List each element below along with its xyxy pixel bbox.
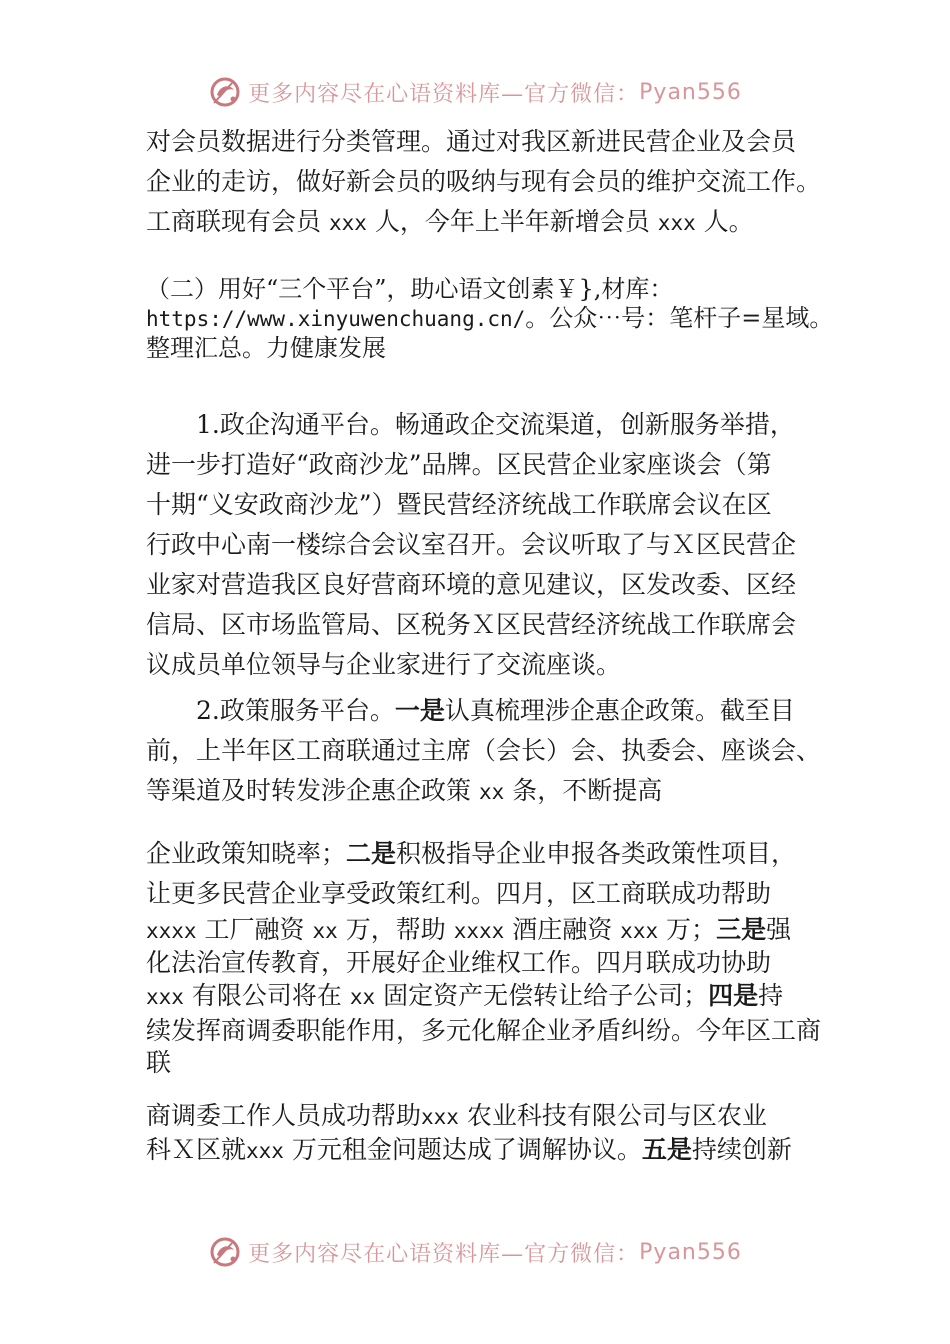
- banner-wechat-id: Pyan556: [639, 79, 742, 105]
- text-run: 有限公司将在: [183, 981, 350, 1010]
- paragraph-line: [146, 914, 816, 947]
- placeholder-count: xxx: [328, 211, 367, 235]
- paragraph-line: 业家对营造我区良好营商环境的意见建议，区发改委、区经: [146, 570, 797, 599]
- text-run: 条，不断提高: [504, 776, 663, 805]
- bold-ordinal: 二是: [346, 839, 397, 868]
- text-run: 强: [766, 915, 792, 944]
- placeholder-count: xxx: [421, 1105, 459, 1129]
- text-run: 企业政策知晓率；: [146, 839, 347, 868]
- paragraph-line: 联: [146, 1048, 172, 1077]
- placeholder-count: xxx: [246, 1139, 284, 1163]
- text-run: 万元租金问题达成了调解协议。: [283, 1135, 642, 1164]
- document-body: [146, 122, 834, 1168]
- text-run: 人，今年上半年新增会员: [366, 207, 658, 236]
- text-run: 科Ｘ区就: [146, 1135, 247, 1164]
- paragraph-line: [146, 834, 816, 874]
- banner-wechat-id: Pyan556: [639, 1239, 742, 1265]
- paragraph-line: 1.政企沟通平台。畅通政企交流渠道，创新服务举措，: [196, 410, 795, 439]
- paragraph-line: 化法治宣传教育，开展好企业维权工作。四月联成功协助: [146, 948, 772, 977]
- text-run: 固定资产无偿转让给子公司；: [375, 981, 709, 1010]
- text-run: 万；: [658, 915, 717, 944]
- paragraph-line: 议成员单位领导与企业家进行了交流座谈。: [146, 650, 622, 679]
- paragraph-line: 企业的走访，做好新会员的吸纳与现有会员的维护交流工作。: [146, 167, 822, 196]
- bold-ordinal: 四是: [708, 981, 759, 1010]
- text-run: 持: [758, 981, 784, 1010]
- heart-pen-logo-icon: [208, 1235, 242, 1269]
- placeholder-count: xx: [312, 919, 338, 943]
- paragraph-line: [146, 202, 816, 243]
- heart-pen-logo-icon: [208, 75, 242, 109]
- paragraph-line: [146, 304, 834, 334]
- text-run: 持续创新: [691, 1135, 792, 1164]
- paragraph-line: 让更多民营企业享受政策红利。四月，区工商联成功帮助: [146, 879, 772, 908]
- footer-watermark-banner: [0, 1230, 950, 1274]
- bold-ordinal: 三是: [716, 915, 767, 944]
- text-run: 认真梳理涉企惠企政策。截至目: [444, 696, 795, 725]
- placeholder-count: xxx: [146, 985, 184, 1009]
- bold-ordinal: 五是: [641, 1135, 692, 1164]
- paragraph-line: [146, 691, 816, 731]
- placeholder-count: xxx: [620, 919, 659, 943]
- section-heading: （二）用好“三个平台”，助心语文创素￥},材库：: [146, 275, 674, 303]
- paragraph-line: 前，上半年区工商联通过主席（会长）会、执委会、座谈会、: [146, 736, 822, 765]
- text-run: 酒庄融资: [504, 915, 621, 944]
- banner-text: 更多内容尽在心语资料库—官方微信：: [248, 81, 640, 107]
- paragraph-line: 整理汇总。力健康发展: [146, 334, 386, 362]
- header-watermark-banner: [0, 70, 950, 114]
- text-run: 农业科技有限公司与区农业: [458, 1101, 767, 1130]
- paragraph-line: [146, 1100, 816, 1133]
- placeholder-count: xx: [349, 985, 376, 1009]
- text-run: 工厂融资: [196, 915, 313, 944]
- paragraph-line: 信局、区市场监管局、区税务Ｘ区民营经济统战工作联席会: [146, 610, 797, 639]
- paragraph-line: [146, 1133, 816, 1168]
- text-run: 人。: [695, 207, 754, 236]
- text-run: 。公众⋯号：笔杆子=星域。: [525, 304, 834, 332]
- text-run: 等渠道及时转发涉企惠企政策: [146, 776, 479, 805]
- paragraph-line: 续发挥商调委职能作用，多元化解企业矛盾纠纷。今年区工商: [146, 1016, 822, 1045]
- paragraph-line: 对会员数据进行分类管理。通过对我区新进民营企业及会员: [146, 127, 797, 156]
- website-url: https://www.xinyuwenchuang.cn/: [146, 307, 526, 331]
- text-run: 积极指导企业申报各类政策性项目，: [396, 839, 797, 868]
- placeholder-count: xxxx: [453, 919, 505, 943]
- placeholder-count: xxx: [657, 211, 696, 235]
- text-run: 2.政策服务平台。: [196, 696, 395, 725]
- paragraph-line: 十期“义安政商沙龙”）暨民营经济统战工作联席会议在区: [146, 490, 772, 519]
- paragraph-line: [146, 979, 816, 1014]
- paragraph-line: 进一步打造好“政商沙龙”品牌。区民营企业家座谈会（第: [146, 450, 772, 479]
- text-run: 工商联现有会员: [146, 207, 329, 236]
- paragraph-line: [146, 771, 816, 812]
- placeholder-count: xxxx: [146, 919, 197, 943]
- paragraph-line: 行政中心南一楼综合会议室召开。会议听取了与Ｘ区民营企: [146, 530, 797, 559]
- banner-text: 更多内容尽在心语资料库—官方微信：: [248, 1241, 640, 1267]
- text-run: 商调委工作人员成功帮助: [146, 1101, 422, 1130]
- text-run: 万，帮助: [337, 915, 454, 944]
- placeholder-count: xx: [478, 780, 505, 804]
- bold-ordinal: 一是: [394, 696, 445, 725]
